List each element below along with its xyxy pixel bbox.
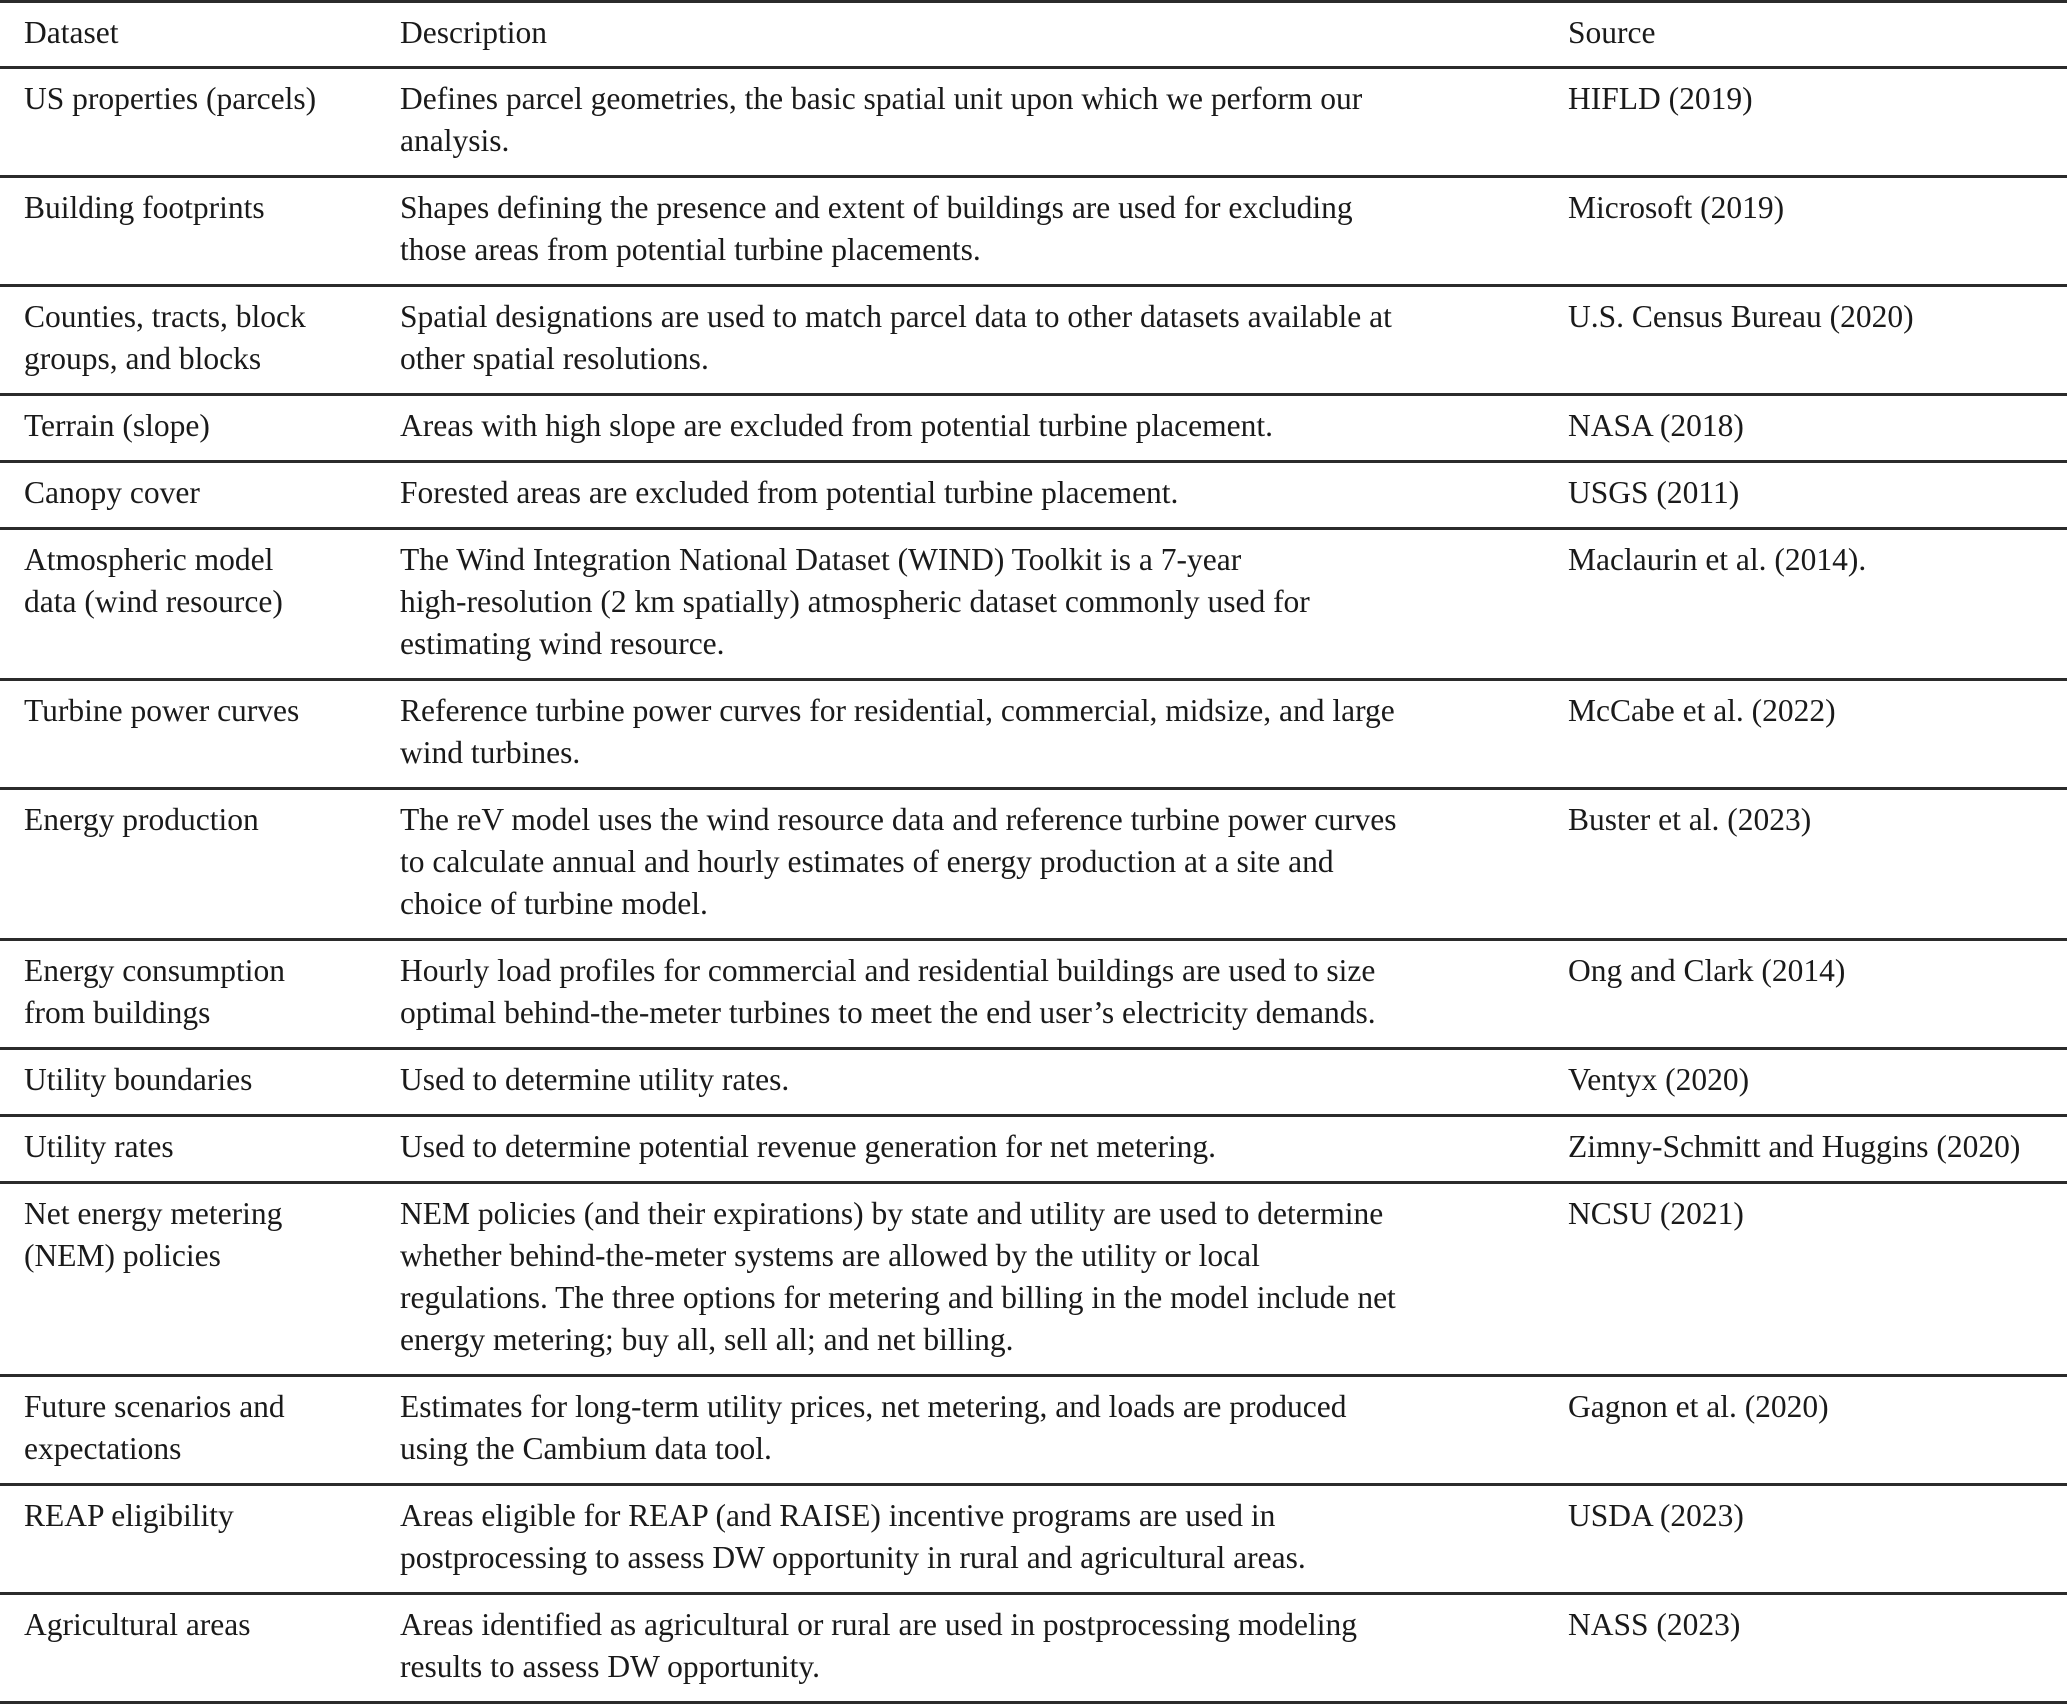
- description-text: Estimates for long-term utility prices, net metering, and loads are produced: [400, 1389, 1347, 1424]
- source-text: U.S. Census Bureau (2020): [1568, 299, 1914, 334]
- description-text: The Wind Integration National Dataset (WIND) Toolkit is a 7-year: [400, 542, 1242, 577]
- dataset-text: Building footprints: [24, 190, 265, 225]
- dataset-cell: [0, 941, 400, 1047]
- table-row: [0, 941, 2067, 1050]
- source-text: NCSU (2021): [1568, 1196, 1744, 1231]
- description-cell: [400, 941, 1540, 1047]
- description-text: other spatial resolutions.: [400, 341, 709, 376]
- description-cell: [400, 178, 1540, 284]
- dataset-cell: [0, 1486, 400, 1550]
- dataset-text: expectations: [24, 1431, 182, 1466]
- header-description: Description: [400, 15, 547, 50]
- dataset-cell: [0, 287, 400, 393]
- table-row: [0, 681, 2067, 790]
- source-text: Zimny-Schmitt and Huggins (2020): [1568, 1129, 2021, 1164]
- dataset-cell: [0, 1377, 400, 1483]
- table-header-row: [0, 3, 2067, 69]
- source-text: NASS (2023): [1568, 1607, 1741, 1642]
- dataset-text: Counties, tracts, block: [24, 299, 306, 334]
- description-text: energy metering; buy all, sell all; and net billing.: [400, 1322, 1014, 1357]
- dataset-cell: [0, 790, 400, 854]
- source-cell: [1540, 1377, 2067, 1441]
- dataset-text: Net energy metering: [24, 1196, 283, 1231]
- dataset-cell: [0, 1184, 400, 1290]
- description-text: Defines parcel geometries, the basic spatial unit upon which we perform our: [400, 81, 1363, 116]
- source-cell: [1540, 790, 2067, 854]
- description-text: The reV model uses the wind resource data and reference turbine power curves: [400, 802, 1397, 837]
- table-row: [0, 1377, 2067, 1486]
- table-row: [0, 396, 2067, 463]
- source-cell: [1540, 396, 2067, 460]
- description-cell: [400, 1184, 1540, 1374]
- description-text: Used to determine utility rates.: [400, 1062, 790, 1097]
- dataset-cell: [0, 1117, 400, 1181]
- description-text: Forested areas are excluded from potential turbine placement.: [400, 475, 1179, 510]
- source-text: HIFLD (2019): [1568, 81, 1753, 116]
- table-row: [0, 1050, 2067, 1117]
- source-cell: [1540, 1486, 2067, 1550]
- dataset-text: Energy consumption: [24, 953, 286, 988]
- description-cell: [400, 681, 1540, 787]
- description-text: Reference turbine power curves for residential, commercial, midsize, and large: [400, 693, 1395, 728]
- source-text: NASA (2018): [1568, 408, 1744, 443]
- description-text: Used to determine potential revenue generation for net metering.: [400, 1129, 1217, 1164]
- dataset-cell: [0, 69, 400, 133]
- dataset-cell: [0, 1595, 400, 1659]
- dataset-text: Terrain (slope): [24, 408, 210, 443]
- table-row: [0, 1486, 2067, 1595]
- dataset-cell: [0, 396, 400, 460]
- description-text: choice of turbine model.: [400, 886, 708, 921]
- source-text: USGS (2011): [1568, 475, 1740, 510]
- dataset-text: (NEM) policies: [24, 1238, 221, 1273]
- description-cell: [400, 1050, 1540, 1114]
- description-text: those areas from potential turbine placements.: [400, 232, 981, 267]
- table-row: [0, 530, 2067, 681]
- description-cell: [400, 1595, 1540, 1701]
- source-text: Ong and Clark (2014): [1568, 953, 1846, 988]
- description-text: optimal behind-the-meter turbines to meet the end user’s electricity demands.: [400, 995, 1376, 1030]
- table-row: [0, 1184, 2067, 1377]
- description-text: estimating wind resource.: [400, 626, 725, 661]
- description-text: Areas with high slope are excluded from potential turbine placement.: [400, 408, 1273, 443]
- source-cell: [1540, 1184, 2067, 1248]
- table-row: [0, 178, 2067, 287]
- dataset-text: data (wind resource): [24, 584, 283, 619]
- source-text: USDA (2023): [1568, 1498, 1744, 1533]
- source-text: Ventyx (2020): [1568, 1062, 1750, 1097]
- description-text: results to assess DW opportunity.: [400, 1649, 820, 1684]
- source-cell: [1540, 1117, 2067, 1181]
- description-cell: [400, 1117, 1540, 1181]
- description-cell: [400, 1486, 1540, 1592]
- dataset-text: US properties (parcels): [24, 81, 317, 116]
- table-row: [0, 1117, 2067, 1184]
- source-text: McCabe et al. (2022): [1568, 693, 1836, 728]
- description-text: regulations. The three options for metering and billing in the model include net: [400, 1280, 1396, 1315]
- header-source: Source: [1568, 15, 1656, 50]
- table-row: [0, 790, 2067, 941]
- dataset-text: from buildings: [24, 995, 211, 1030]
- description-cell: [400, 463, 1540, 527]
- source-cell: [1540, 681, 2067, 745]
- description-text: postprocessing to assess DW opportunity in rural and agricultural areas.: [400, 1540, 1306, 1575]
- source-cell: [1540, 287, 2067, 351]
- description-text: NEM policies (and their expirations) by state and utility are used to determine: [400, 1196, 1384, 1231]
- source-cell: [1540, 1595, 2067, 1659]
- source-text: Buster et al. (2023): [1568, 802, 1812, 837]
- description-text: high-resolution (2 km spatially) atmospheric dataset commonly used for: [400, 584, 1310, 619]
- description-cell: [400, 790, 1540, 938]
- dataset-text: Canopy cover: [24, 475, 200, 510]
- dataset-text: Turbine power curves: [24, 693, 300, 728]
- source-cell: [1540, 1050, 2067, 1114]
- source-text: Gagnon et al. (2020): [1568, 1389, 1829, 1424]
- table-row: [0, 69, 2067, 178]
- table-row: [0, 463, 2067, 530]
- source-cell: [1540, 69, 2067, 133]
- dataset-text: REAP eligibility: [24, 1498, 234, 1533]
- description-cell: [400, 287, 1540, 393]
- dataset-text: groups, and blocks: [24, 341, 262, 376]
- description-text: using the Cambium data tool.: [400, 1431, 772, 1466]
- table-row: [0, 1595, 2067, 1704]
- header-dataset: Dataset: [24, 15, 119, 50]
- source-cell: [1540, 463, 2067, 527]
- dataset-text: Energy production: [24, 802, 259, 837]
- description-cell: [400, 69, 1540, 175]
- dataset-text: Utility rates: [24, 1129, 174, 1164]
- description-text: Areas identified as agricultural or rural are used in postprocessing modeling: [400, 1607, 1357, 1642]
- dataset-text: Agricultural areas: [24, 1607, 251, 1642]
- description-text: Shapes defining the presence and extent of buildings are used for excluding: [400, 190, 1353, 225]
- table-row: [0, 287, 2067, 396]
- dataset-cell: [0, 178, 400, 242]
- description-text: Hourly load profiles for commercial and residential buildings are used to size: [400, 953, 1376, 988]
- dataset-cell: [0, 530, 400, 636]
- dataset-text: Future scenarios and: [24, 1389, 285, 1424]
- description-cell: [400, 396, 1540, 460]
- source-text: Maclaurin et al. (2014).: [1568, 542, 1867, 577]
- dataset-cell: [0, 463, 400, 527]
- source-text: Microsoft (2019): [1568, 190, 1785, 225]
- dataset-cell: [0, 1050, 400, 1114]
- description-text: wind turbines.: [400, 735, 581, 770]
- source-cell: [1540, 941, 2067, 1005]
- dataset-text: Atmospheric model: [24, 542, 274, 577]
- description-text: analysis.: [400, 123, 510, 158]
- description-text: Areas eligible for REAP (and RAISE) incentive programs are used in: [400, 1498, 1276, 1533]
- description-text: whether behind-the-meter systems are allowed by the utility or local: [400, 1238, 1260, 1273]
- dataset-cell: [0, 681, 400, 745]
- dataset-text: Utility boundaries: [24, 1062, 253, 1097]
- description-text: to calculate annual and hourly estimates of energy production at a site and: [400, 844, 1334, 879]
- source-cell: [1540, 530, 2067, 594]
- source-cell: [1540, 178, 2067, 242]
- description-cell: [400, 530, 1540, 678]
- description-text: Spatial designations are used to match parcel data to other datasets available at: [400, 299, 1392, 334]
- description-cell: [400, 1377, 1540, 1483]
